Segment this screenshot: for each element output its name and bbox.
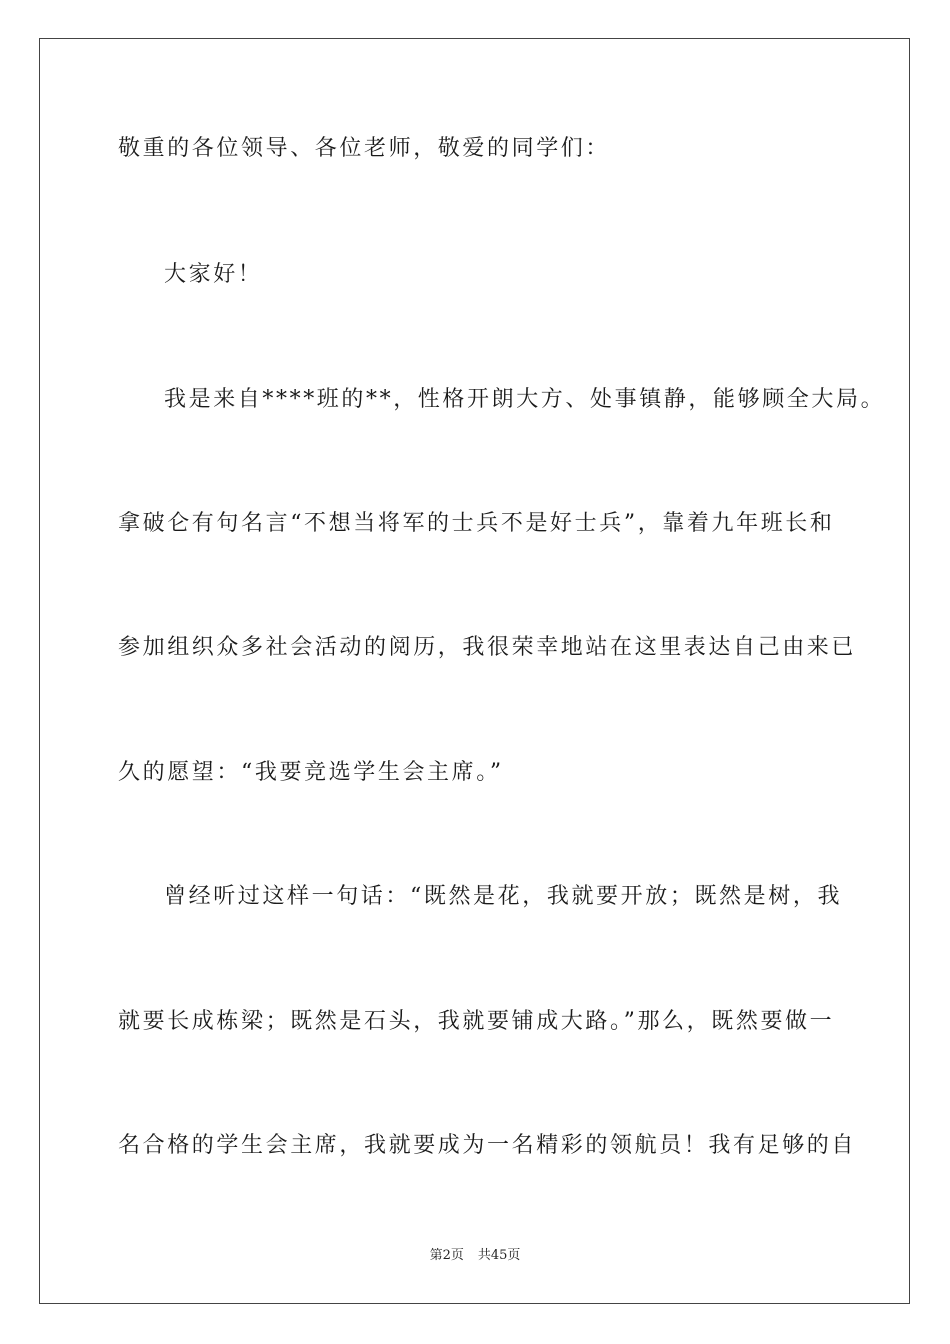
page-footer [0,1247,950,1265]
body-line-3: 参加组织众多社会活动的阅历，我很荣幸地站在这里表达自己由来已 [118,635,857,660]
page-total: 共45页 [477,1248,521,1263]
body-line-1: 我是来自****班的**，性格开朗大方、处事镇静，能够顾全大局。 [164,387,886,412]
body-line-7: 名合格的学生会主席，我就要成为一名精彩的领航员！我有足够的自 [118,1133,857,1158]
body-line-5: 曾经听过这样一句话：“既然是花，我就要开放；既然是树，我 [164,884,843,909]
body-line-2: 拿破仑有句名言“不想当将军的士兵不是好士兵”，靠着九年班长和 [118,511,835,536]
page-border [39,38,910,1304]
salutation-line: 敬重的各位领导、各位老师，敬爱的同学们： [118,136,611,161]
greeting-line: 大家好！ [164,262,263,287]
body-line-6: 就要长成栋梁；既然是石头，我就要铺成大路。”那么，既然要做一 [118,1009,835,1034]
page-number: 第2页 [429,1248,464,1263]
body-line-4: 久的愿望：“我要竞选学生会主席。” [118,760,504,785]
